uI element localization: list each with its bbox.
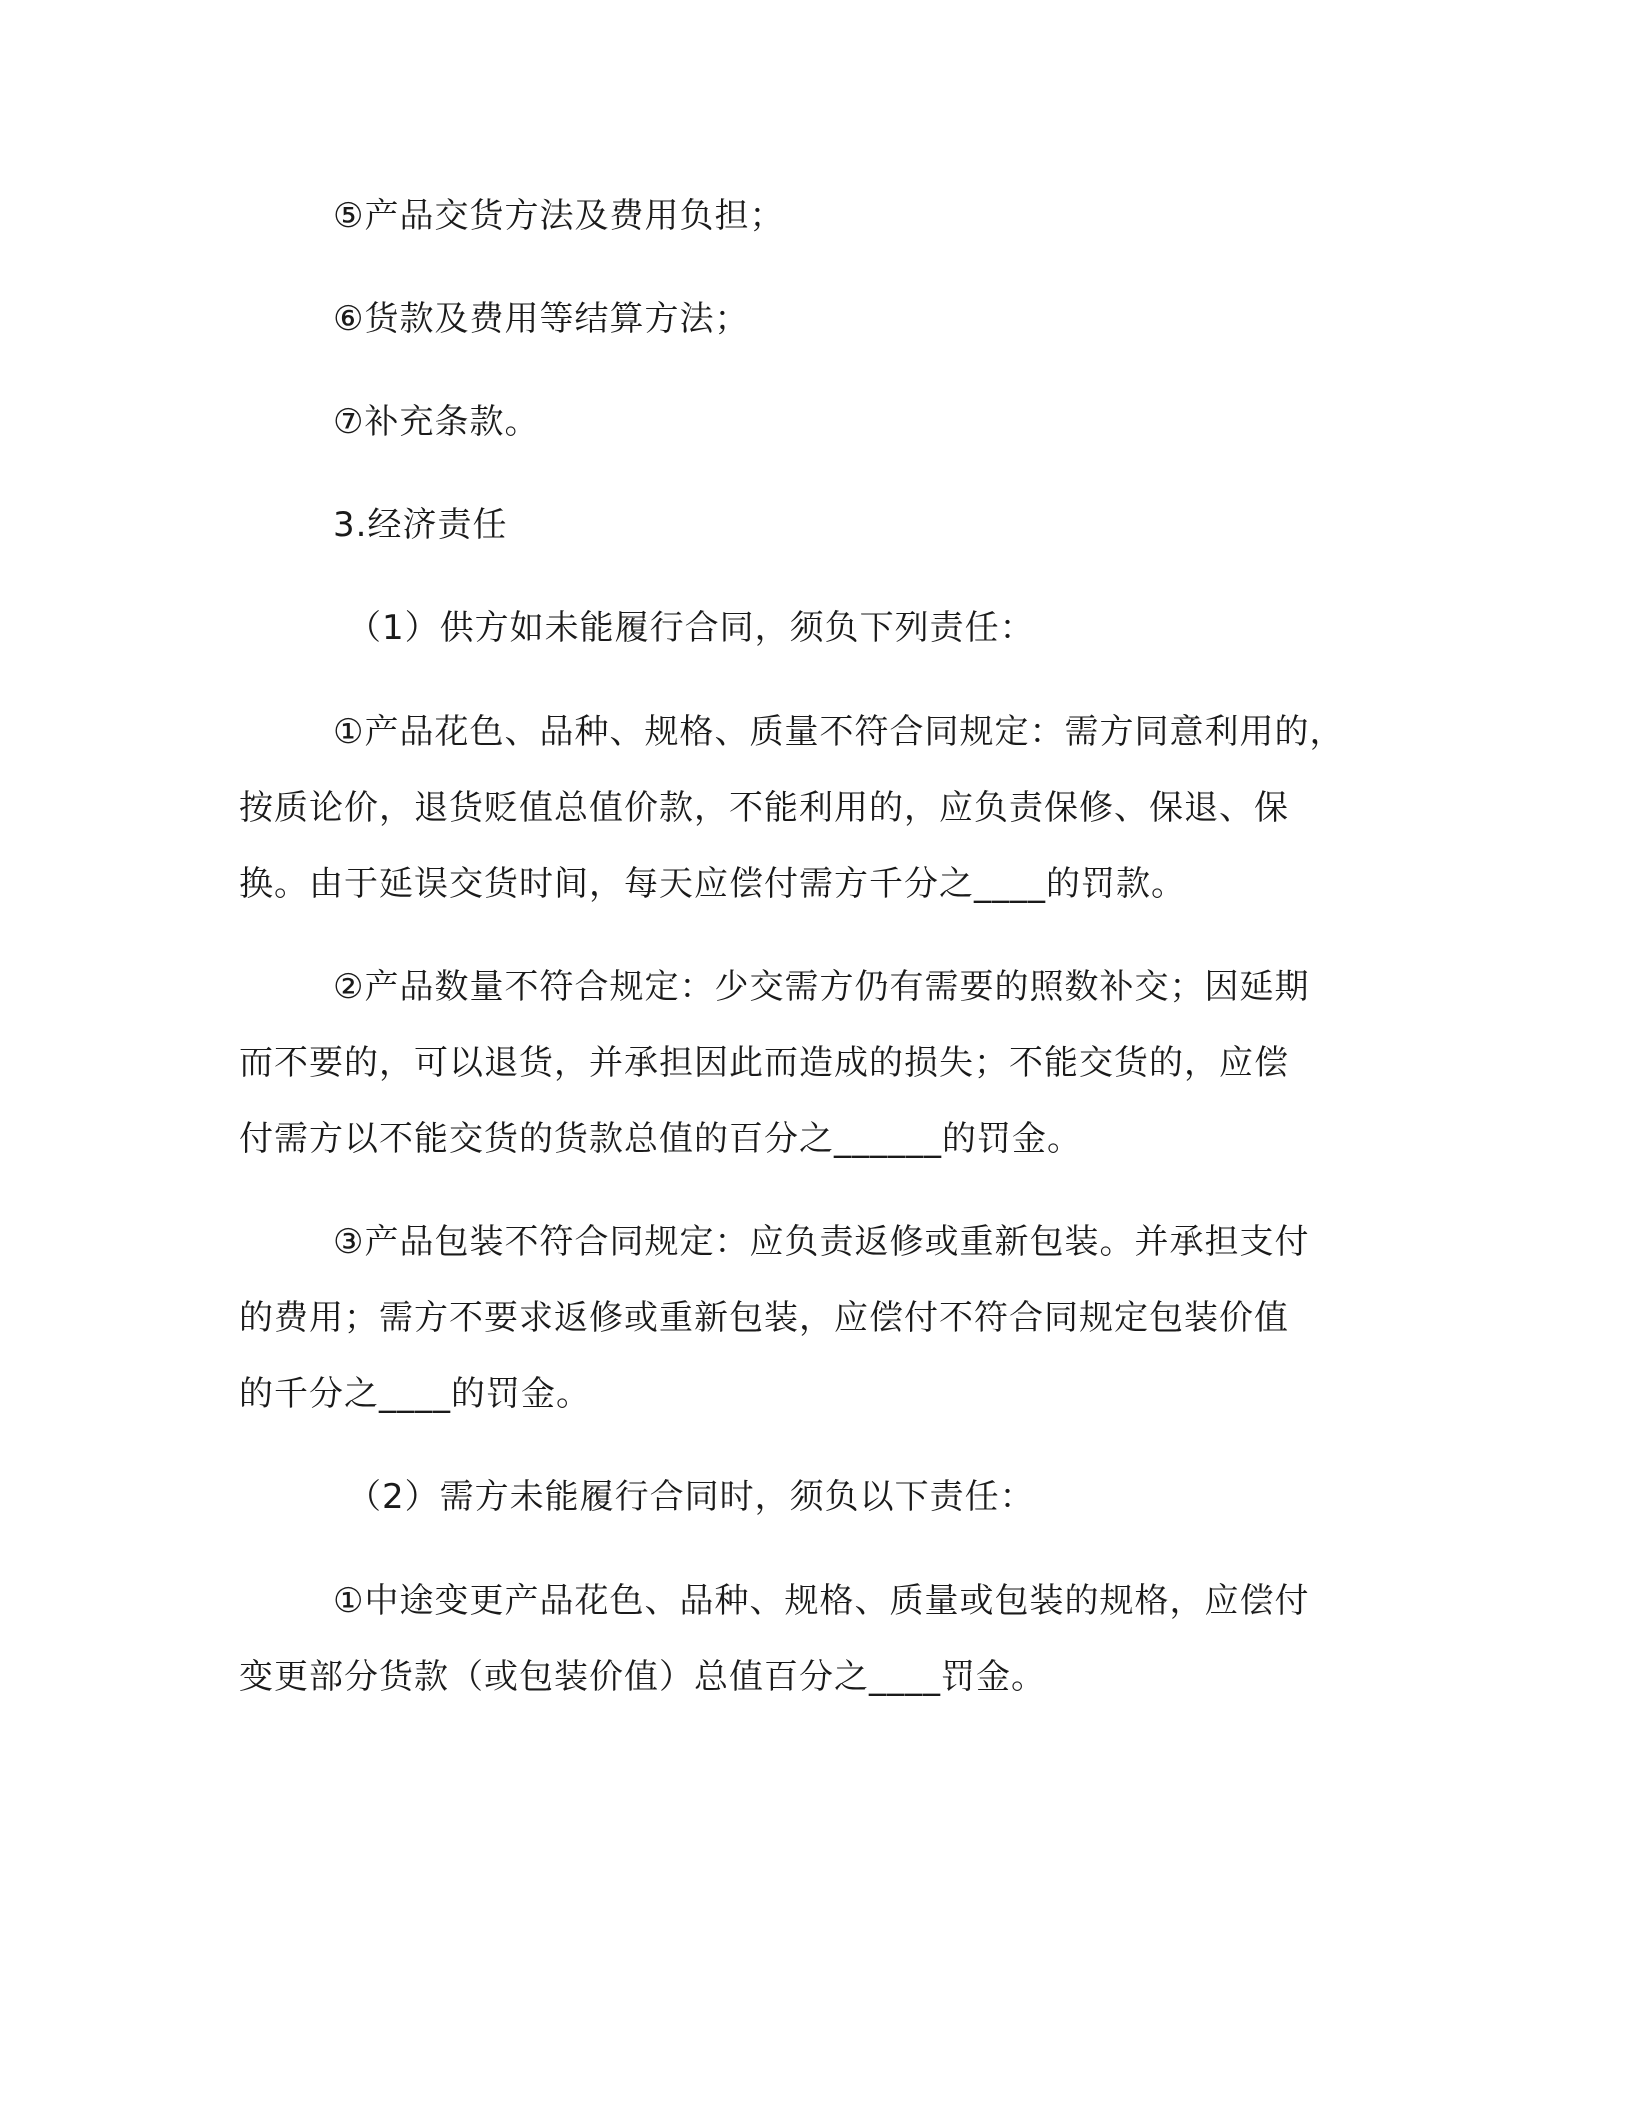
section-3-heading: 3.经济责任 bbox=[333, 505, 508, 545]
clause-line: ③产品包装不符合同规定：应负责返修或重新包装。并承担支付 bbox=[333, 1222, 1310, 1262]
part-1-heading: （1）供方如未能履行合同，须负下列责任： bbox=[347, 608, 1035, 648]
clause-line: 的费用；需方不要求返修或重新包装，应偿付不符合同规定包装价值 bbox=[239, 1298, 1289, 1338]
clause-line: 按质论价，退货贬值总值价款，不能利用的，应负责保修、保退、保 bbox=[239, 788, 1289, 828]
clause-line: ②产品数量不符合规定：少交需方仍有需要的照数补交；因延期 bbox=[333, 967, 1310, 1007]
part-2-heading: （2）需方未能履行合同时，须负以下责任： bbox=[347, 1477, 1035, 1517]
clause-line: ①产品花色、品种、规格、质量不符合同规定：需方同意利用的， bbox=[333, 712, 1345, 752]
clause-line: 换。由于延误交货时间，每天应偿付需方千分之____的罚款。 bbox=[239, 864, 1186, 904]
clause-line: 变更部分货款（或包装价值）总值百分之____罚金。 bbox=[239, 1657, 1046, 1697]
item-6: ⑥货款及费用等结算方法； bbox=[333, 299, 750, 339]
item-7: ⑦补充条款。 bbox=[333, 402, 540, 442]
clause-line: 付需方以不能交货的货款总值的百分之______的罚金。 bbox=[239, 1119, 1082, 1159]
item-5: ⑤产品交货方法及费用负担； bbox=[333, 196, 785, 236]
clause-line: 而不要的，可以退货，并承担因此而造成的损失；不能交货的，应偿 bbox=[239, 1043, 1289, 1083]
clause-line: ①中途变更产品花色、品种、规格、质量或包装的规格，应偿付 bbox=[333, 1581, 1310, 1621]
clause-line: 的千分之____的罚金。 bbox=[239, 1374, 591, 1414]
